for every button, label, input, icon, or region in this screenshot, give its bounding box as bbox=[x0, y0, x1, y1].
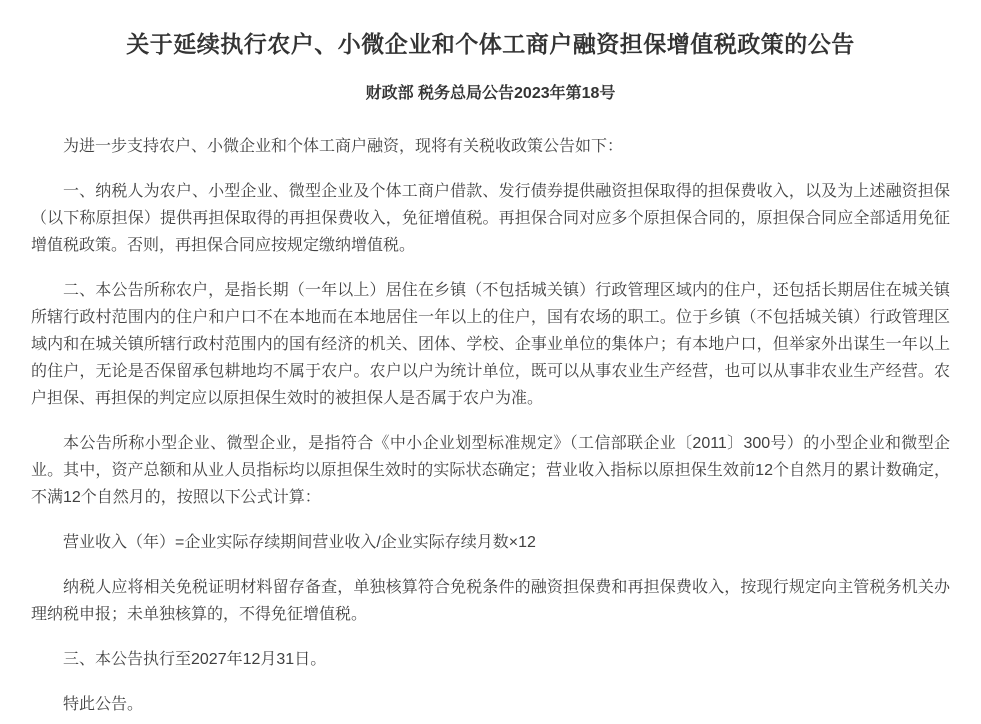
doc-body bbox=[31, 133, 950, 718]
paragraph-item-1: 一、纳税人为农户、小型企业、微型企业及个体工商户借款、发行债券提供融资担保取得的担保费收入，以及为上述融资担保（以下称原担保）提供再担保取得的再担保费收入，免征增值税。再担保合同对应多个原担保合同的，原担保合同应全部适用免征增值税政策。否则，再担保合同应按规定缴纳增值税。 bbox=[31, 183, 950, 254]
paragraph-intro: 为进一步支持农户、小微企业和个体工商户融资，现将有关税收政策公告如下： bbox=[63, 138, 624, 155]
paragraph-filing-requirement: 纳税人应将相关免税证明材料留存备查，单独核算符合免税条件的融资担保费和再担保费收入，按现行规定向主管税务机关办理纳税申报；未单独核算的，不得免征增值税。 bbox=[31, 579, 950, 623]
doc-title: 关于延续执行农户、小微企业和个体工商户融资担保增值税政策的公告 bbox=[126, 31, 855, 57]
doc-subtitle: 财政部 税务总局公告2023年第18号 bbox=[365, 85, 616, 102]
paragraph-item-2: 二、本公告所称农户，是指长期（一年以上）居住在乡镇（不包括城关镇）行政管理区域内的住户，还包括长期居住在城关镇所辖行政村范围内的住户和户口不在本地而在本地居住一年以上的住户，国有农场的职工。位于乡镇（不包括城关镇）行政管理区域内和在城关镇所辖行政村范围内的国有经济的机关、团体、学校、企事业单位的集体户；有本地户口，但举家外出谋生一年以上的住户，无论是否保留承包耕地均不属于农户。农户以户为统计单位，既可以从事农业生产经营，也可以从事非农业生产经营。农户担保、再担保的判定应以原担保生效时的被担保人是否属于农户为准。 bbox=[31, 282, 950, 407]
paragraph-closing: 特此公告。 bbox=[63, 696, 144, 713]
paragraph-item-3: 三、本公告执行至2027年12月31日。 bbox=[63, 651, 327, 668]
formula-line: 营业收入（年）=企业实际存续期间营业收入/企业实际存续月数×12 bbox=[63, 534, 536, 551]
paragraph-smallmicro-definition: 本公告所称小型企业、微型企业，是指符合《中小企业划型标准规定》（工信部联企业〔2011〕300号）的小型企业和微型企业。其中，资产总额和从业人员指标均以原担保生效时的实际状态确定；营业收入指标以原担保生效前12个自然月的累计数确定，不满12个自然月的，按照以下公式计算： bbox=[31, 435, 950, 506]
